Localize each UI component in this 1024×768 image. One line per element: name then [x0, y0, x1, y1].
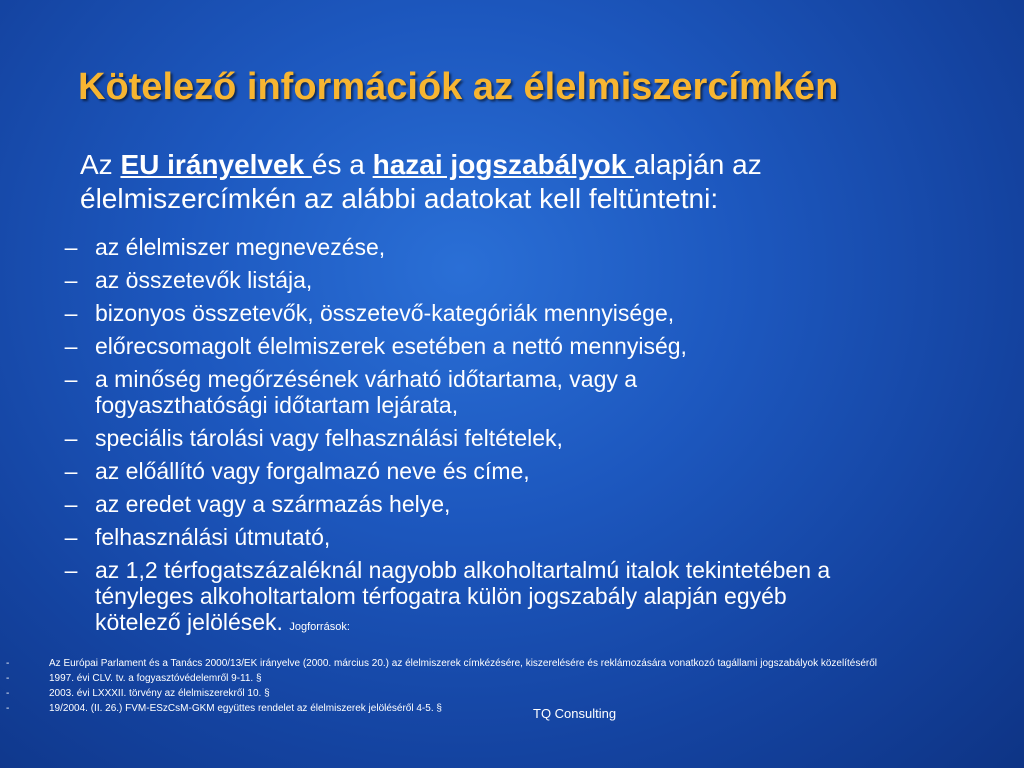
dash-bullet-icon: –: [64, 333, 78, 359]
list-item-text: speciális tárolási vagy felhasználási feltételek,: [95, 425, 563, 451]
dash-bullet-icon: –: [64, 524, 78, 550]
list-item-text: a minőség megőrzésének várható időtartama, vagy a fogyaszthatósági időtartam lejárata,: [95, 366, 638, 418]
source-text: 19/2004. (II. 26.) FVM-ESzCsM-GKM együttes rendelet az élelmiszerek jelöléséről 4-5. §: [49, 703, 442, 714]
list-item-text: felhasználási útmutató,: [95, 524, 331, 550]
dash-bullet-icon: –: [64, 458, 78, 484]
source-item: [6, 703, 906, 714]
source-bullet-icon: -: [6, 688, 10, 699]
dash-bullet-icon: –: [64, 425, 78, 451]
source-text: 2003. évi LXXXII. törvény az élelmiszerekről 10. §: [49, 688, 270, 699]
source-text: 1997. évi CLV. tv. a fogyasztóvédelemről 9-11. §: [49, 673, 262, 684]
intro-prefix: Az: [80, 149, 121, 180]
list-item-text: az eredet vagy a származás helye,: [95, 491, 451, 517]
intro-suffix: alapján az élelmiszercímkén az alábbi adatokat kell feltüntetni:: [80, 149, 762, 214]
slide-title: Kötelező információk az élelmiszercímkén: [78, 66, 839, 108]
source-bullet-icon: -: [6, 703, 10, 714]
list-item: [60, 267, 980, 293]
source-text: Az Európai Parlament és a Tanács 2000/13/EK irányelve (2000. március 20.) az élelmiszerek címkézésére, kiszerelésére és reklámozására vonatkozó tagállami jogszabályok közelítéséről: [49, 658, 877, 669]
list-item: [60, 524, 980, 550]
required-info-list: [60, 234, 980, 647]
dash-bullet-icon: –: [64, 366, 78, 392]
intro-mid: és a: [311, 149, 373, 180]
dash-bullet-icon: –: [64, 300, 78, 326]
list-item: [60, 557, 835, 640]
list-item: [60, 300, 980, 326]
list-item: [60, 458, 980, 484]
list-item: [60, 366, 795, 418]
sources-label: Jogforrások:: [289, 621, 350, 633]
legal-sources-list: [6, 658, 906, 718]
source-bullet-icon: -: [6, 658, 10, 669]
footer-company: TQ Consulting: [533, 706, 617, 721]
domestic-laws-link[interactable]: hazai jogszabályok: [372, 149, 635, 180]
list-item-text: az összetevők listája,: [95, 267, 313, 293]
list-item-text: az 1,2 térfogatszázaléknál nagyobb alkoholtartalmú italok tekintetében a tényleges alkoholtartalom térfogatra külön jogszabály alapján egyéb kötelező jelölések.: [95, 557, 831, 635]
eu-directives-link[interactable]: EU irányelvek: [120, 149, 312, 180]
dash-bullet-icon: –: [64, 557, 78, 583]
list-item: [60, 425, 980, 451]
dash-bullet-icon: –: [64, 234, 78, 260]
list-item: [60, 234, 980, 260]
list-item-text: az előállító vagy forgalmazó neve és címe,: [95, 458, 530, 484]
source-bullet-icon: -: [6, 673, 10, 684]
source-item: [6, 658, 906, 669]
list-item: [60, 333, 980, 359]
list-item-text: előrecsomagolt élelmiszerek esetében a nettó mennyiség,: [95, 333, 687, 359]
source-item: [6, 673, 906, 684]
list-item-text: bizonyos összetevők, összetevő-kategóriák mennyisége,: [95, 300, 675, 326]
intro-text: [80, 148, 980, 216]
dash-bullet-icon: –: [64, 267, 78, 293]
list-item: [60, 491, 980, 517]
source-item: [6, 688, 906, 699]
dash-bullet-icon: –: [64, 491, 78, 517]
list-item-text: az élelmiszer megnevezése,: [95, 234, 386, 260]
